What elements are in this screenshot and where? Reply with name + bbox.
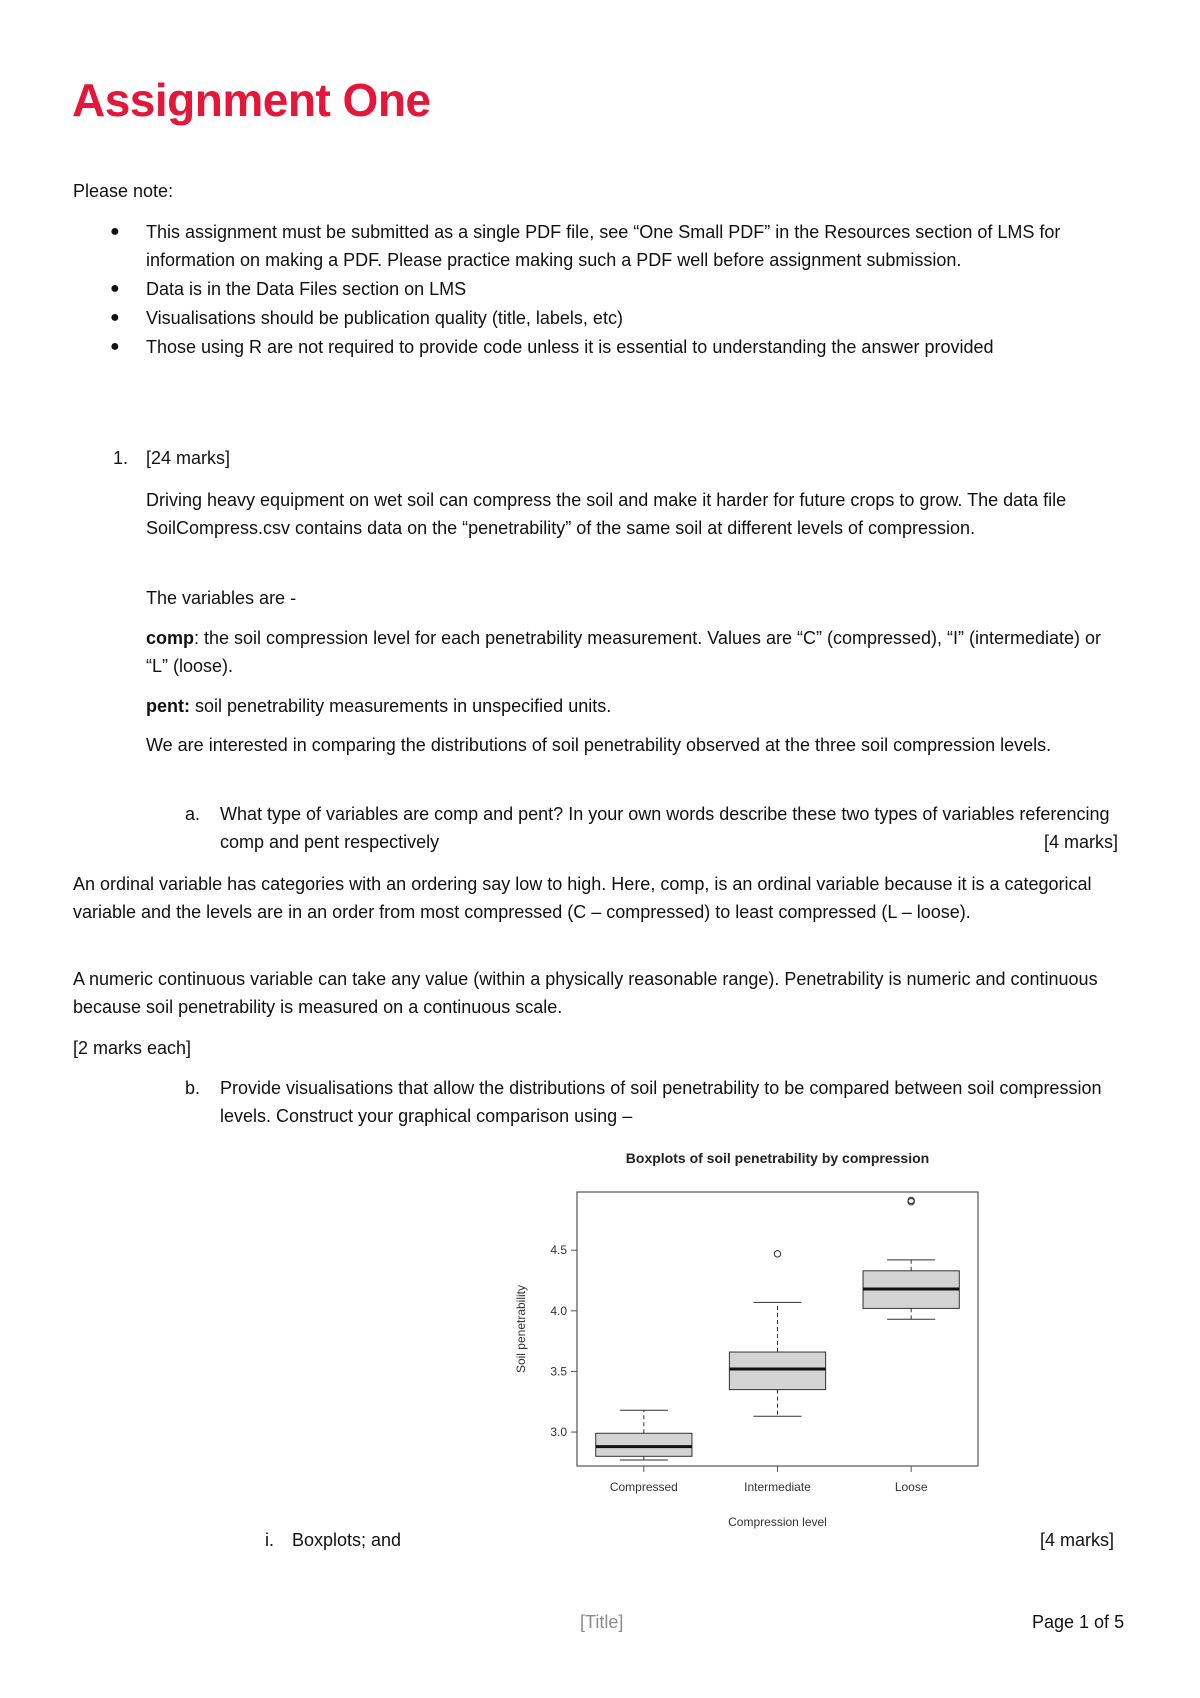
- part-bi-marks: [4 marks]: [1039, 1530, 1114, 1550]
- bullet-icon: ●: [110, 338, 120, 355]
- answer-marks: [2 marks each]: [73, 1038, 192, 1058]
- variable-pent-name: pent:: [146, 696, 190, 716]
- y-axis-label: Soil penetrability: [514, 1284, 528, 1374]
- answer-ordinal: An ordinal variable has categories with an ordering say low to high. Here, comp, is an ordinal variable because it is a categorical variable and the levels are in an order from most compressed (C – compressed) to least compressed (L – loose).: [73, 874, 1092, 922]
- list-item: ● Data is in the Data Files section on LMS: [146, 275, 1112, 303]
- x-axis-label: Compression level: [728, 1515, 827, 1529]
- outlier-point: [774, 1251, 780, 1257]
- bullet-icon: ●: [110, 223, 120, 240]
- footer-title: [Title]: [580, 1612, 624, 1632]
- x-tick-label: Compressed: [609, 1480, 678, 1494]
- question-marks: [24 marks]: [146, 448, 231, 468]
- variable-pent-description: soil penetrability measurements in unspecified units.: [190, 696, 612, 716]
- list-item: ● Visualisations should be publication quality (title, labels, etc): [146, 304, 1112, 332]
- box-iqr: [729, 1352, 825, 1390]
- variables-intro: The variables are -: [146, 588, 297, 608]
- question-number: 1.: [112, 448, 128, 468]
- y-tick-label: 4.0: [550, 1303, 567, 1318]
- notes-list: [110, 218, 1112, 361]
- variable-comp-description: : the soil compression level for each penetrability measurement. Values are “C” (compressed), “I” (intermediate) or “L” (loose).: [146, 628, 1102, 676]
- variable-comp-name: comp: [146, 628, 195, 648]
- answer-numeric: A numeric continuous variable can take any value (within a physically reasonable range). Penetrability is numeric and continuous because soil penetrability is measured on a continuous scale.: [73, 969, 1098, 1017]
- x-tick-label: Intermediate: [744, 1480, 811, 1494]
- y-tick-label: 4.5: [550, 1243, 567, 1258]
- x-tick-label: Loose: [894, 1480, 928, 1494]
- part-bi-question: [292, 1526, 1114, 1554]
- interest-statement: We are interested in comparing the distributions of soil penetrability observed at the three soil compression levels.: [146, 735, 1052, 755]
- page-title: Assignment One: [72, 74, 431, 126]
- variable-comp: [146, 624, 1112, 680]
- bullet-icon: ●: [110, 280, 120, 297]
- part-a-label: a.: [184, 804, 200, 824]
- part-a-question: [220, 800, 1118, 856]
- boxplot-chart: [505, 1148, 1005, 1538]
- boxplot-svg: [505, 1148, 1005, 1538]
- box-iqr: [596, 1433, 692, 1456]
- chart-title: Boxplots of soil penetrability by compression: [625, 1150, 930, 1166]
- variable-pent: [146, 692, 1112, 720]
- part-b-label: b.: [184, 1078, 200, 1098]
- note-heading: Please note:: [73, 181, 174, 201]
- list-item: ● This assignment must be submitted as a single PDF file, see “One Small PDF” in the Resources section of LMS for information on making a PDF. Please practice making such a PDF well before assignment submission.: [146, 218, 1112, 274]
- part-bi-label: i.: [265, 1530, 274, 1550]
- bullet-icon: ●: [110, 309, 120, 326]
- part-b-text: Provide visualisations that allow the distributions of soil penetrability to be compared between soil compression levels. Construct your graphical comparison using –: [220, 1078, 1102, 1126]
- question-intro: Driving heavy equipment on wet soil can compress the soil and make it harder for future crops to grow. The data file SoilCompress.csv contains data on the “penetrability” of the same soil at different levels of compression.: [146, 490, 1067, 538]
- part-bi-text: Boxplots; and: [292, 1530, 402, 1550]
- y-tick-label: 3.0: [550, 1425, 567, 1440]
- part-a-text: What type of variables are comp and pent? In your own words describe these two types of variables referencing comp and pent respectively: [220, 804, 1110, 852]
- list-item: ● Those using R are not required to provide code unless it is essential to understanding the answer provided: [146, 333, 1112, 361]
- page-number: Page 1 of 5: [1032, 1612, 1125, 1632]
- part-a-marks: [4 marks]: [1043, 832, 1118, 852]
- y-tick-label: 3.5: [550, 1364, 567, 1379]
